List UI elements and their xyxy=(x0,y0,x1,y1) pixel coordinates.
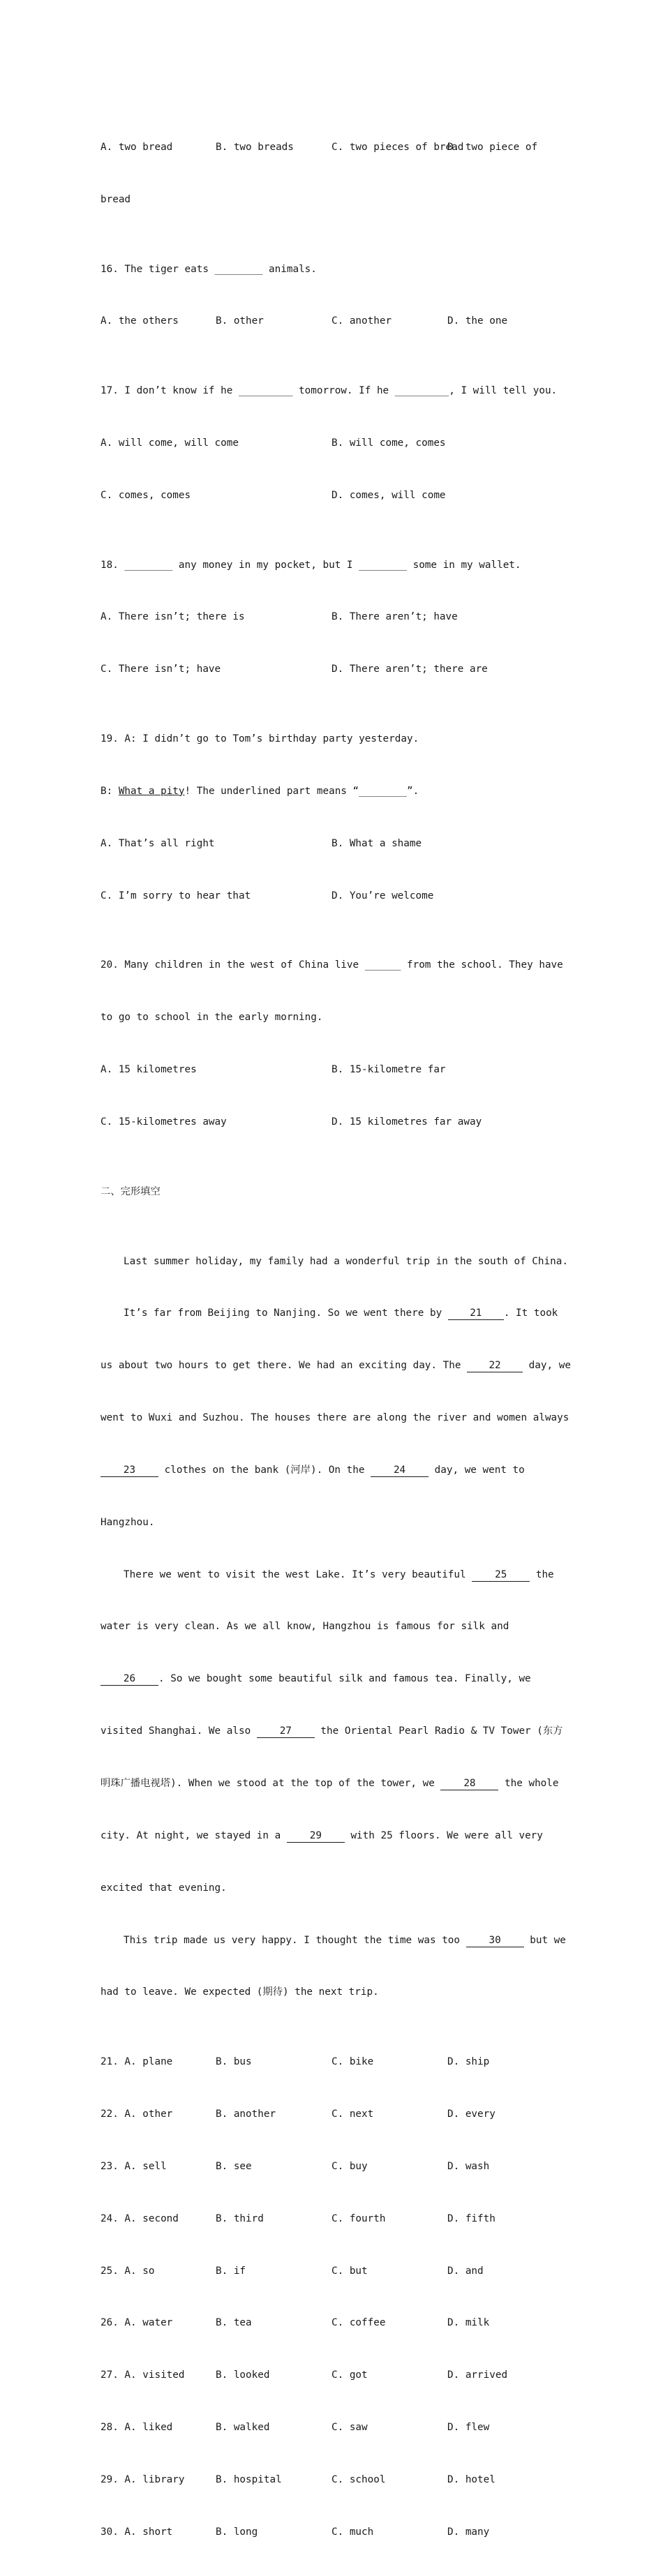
option-d: D. two piece of xyxy=(447,141,538,153)
q18-options-row-2 xyxy=(100,661,564,678)
option-c: C. another xyxy=(332,315,392,327)
option-a: A. That’s all right xyxy=(100,837,215,849)
blank-28: 28 xyxy=(440,1778,498,1790)
choice-row: 23. A. sell B. see C. buy D. wash xyxy=(100,2160,490,2172)
blank-22: 22 xyxy=(467,1360,523,1372)
section-title: 二、完形填空 xyxy=(100,1185,161,1197)
passage-line: It’s far from Beijing to Nanjing. So we went there by 21 . It took xyxy=(124,1308,558,1319)
blank-25: 25 xyxy=(472,1569,530,1582)
option-a: A. the others xyxy=(100,315,179,327)
exam-page xyxy=(100,87,571,2576)
q20-options-row-1 xyxy=(100,1061,564,1079)
option-a: A. two bread xyxy=(100,141,173,153)
option-d: D. 15 kilometres far away xyxy=(332,1116,482,1128)
option-b: B. will come, comes xyxy=(332,437,446,449)
option-c: C. 15-kilometres away xyxy=(100,1116,227,1128)
choice-row: 30. A. short B. long C. much D. many xyxy=(100,2526,490,2538)
q19-stem: 19. A: I didn’t go to Tom’s birthday party yesterday. xyxy=(100,733,419,745)
option-d: D. the one xyxy=(447,315,508,327)
passage-line: visited Shanghai. We also 27 the Oriental Pearl Radio & TV Tower (东方 xyxy=(100,1725,563,1737)
q17-options-row-1 xyxy=(100,435,564,452)
choice-row: 24. A. second B. third C. fourth D. fifth xyxy=(100,2212,496,2224)
passage-line: Hangzhou. xyxy=(100,1516,155,1528)
choice-row: 21. A. plane B. bus C. bike D. ship xyxy=(100,2056,490,2068)
q15-options-row xyxy=(100,139,564,156)
choice-row: 27. A. visited B. looked C. got D. arrived xyxy=(100,2369,508,2381)
passage-line: 明珠广播电视塔). When we stood at the top of the tower, we 28 the whole xyxy=(100,1778,559,1789)
underlined-phrase: What a pity xyxy=(118,785,185,797)
q18-options-row-1 xyxy=(100,608,564,626)
q19-options-row-2 xyxy=(100,888,564,905)
choice-row: 25. A. so B. if C. but D. and xyxy=(100,2265,484,2277)
q19-stem-b: B: What a pity! The underlined part means “________”. xyxy=(100,785,419,797)
option-c: C. There isn’t; have xyxy=(100,664,221,675)
q17-stem: 17. I don’t know if he _________ tomorrow. If he _________, I will tell you. xyxy=(100,385,558,397)
blank-24: 24 xyxy=(371,1465,429,1477)
q16-options-row xyxy=(100,313,564,330)
passage-line: There we went to visit the west Lake. It’s very beautiful 25 the xyxy=(124,1568,554,1580)
option-c: C. I’m sorry to hear that xyxy=(100,890,251,901)
blank-30: 30 xyxy=(466,1935,524,1947)
q15-option-continued: bread xyxy=(100,193,131,205)
option-b: B. other xyxy=(216,315,264,327)
passage-line: excited that evening. xyxy=(100,1882,227,1894)
q17-options-row-2 xyxy=(100,487,564,504)
option-c: C. comes, comes xyxy=(100,489,191,501)
passage-line: Last summer holiday, my family had a wonderful trip in the south of China. xyxy=(124,1255,568,1267)
passage-line: had to leave. We expected (期待) the next trip. xyxy=(100,1986,379,1998)
choice-row: 28. A. liked B. walked C. saw D. flew xyxy=(100,2422,490,2434)
q16-stem: 16. The tiger eats ________ animals. xyxy=(100,263,317,275)
blank-26: 26 xyxy=(100,1673,158,1686)
blank-21: 21 xyxy=(448,1308,504,1320)
option-a: A. 15 kilometres xyxy=(100,1064,197,1076)
option-b: B. 15-kilometre far xyxy=(332,1064,446,1076)
q20-options-row-2 xyxy=(100,1114,564,1131)
passage-line: city. At night, we stayed in a 29 with 25 floors. We were all very xyxy=(100,1829,543,1841)
choice-row: 26. A. water B. tea C. coffee D. milk xyxy=(100,2317,490,2329)
option-b: B. What a shame xyxy=(332,837,422,849)
passage-line: 23 clothes on the bank (河岸). On the 24 day, we went to xyxy=(100,1462,564,1479)
passage-line: went to Wuxi and Suzhou. The houses there are along the river and women always xyxy=(100,1412,569,1424)
q18-stem: 18. ________ any money in my pocket, but I ________ some in my wallet. xyxy=(100,559,521,571)
blank-23: 23 xyxy=(100,1465,158,1477)
blank-29: 29 xyxy=(287,1830,345,1843)
option-a: A. There isn’t; there is xyxy=(100,611,245,623)
choice-row: 22. A. other B. another C. next D. every xyxy=(100,2109,496,2120)
choice-row: 29. A. library B. hospital C. school D. hotel xyxy=(100,2473,496,2485)
option-b: B. two breads xyxy=(216,141,294,153)
q19-options-row-1 xyxy=(100,835,564,853)
option-b: B. There aren’t; have xyxy=(332,611,458,623)
passage-line: 26 . So we bought some beautiful silk and famous tea. Finally, we xyxy=(100,1670,564,1688)
option-a: A. will come, will come xyxy=(100,437,239,449)
option-c: C. two pieces of bread xyxy=(332,141,464,153)
passage-line: This trip made us very happy. I thought the time was too 30 but we xyxy=(124,1934,566,1946)
q20-stem-2: to go to school in the early morning. xyxy=(100,1012,323,1024)
blank-27: 27 xyxy=(257,1725,315,1738)
option-d: D. comes, will come xyxy=(332,489,446,501)
q20-stem-1: 20. Many children in the west of China live ______ from the school. They have xyxy=(100,959,563,971)
passage-line: us about two hours to get there. We had an exciting day. The 22 day, we xyxy=(100,1360,571,1372)
option-d: D. There aren’t; there are xyxy=(332,664,488,675)
option-d: D. You’re welcome xyxy=(332,890,434,901)
passage-line: water is very clean. As we all know, Hangzhou is famous for silk and xyxy=(100,1621,509,1633)
